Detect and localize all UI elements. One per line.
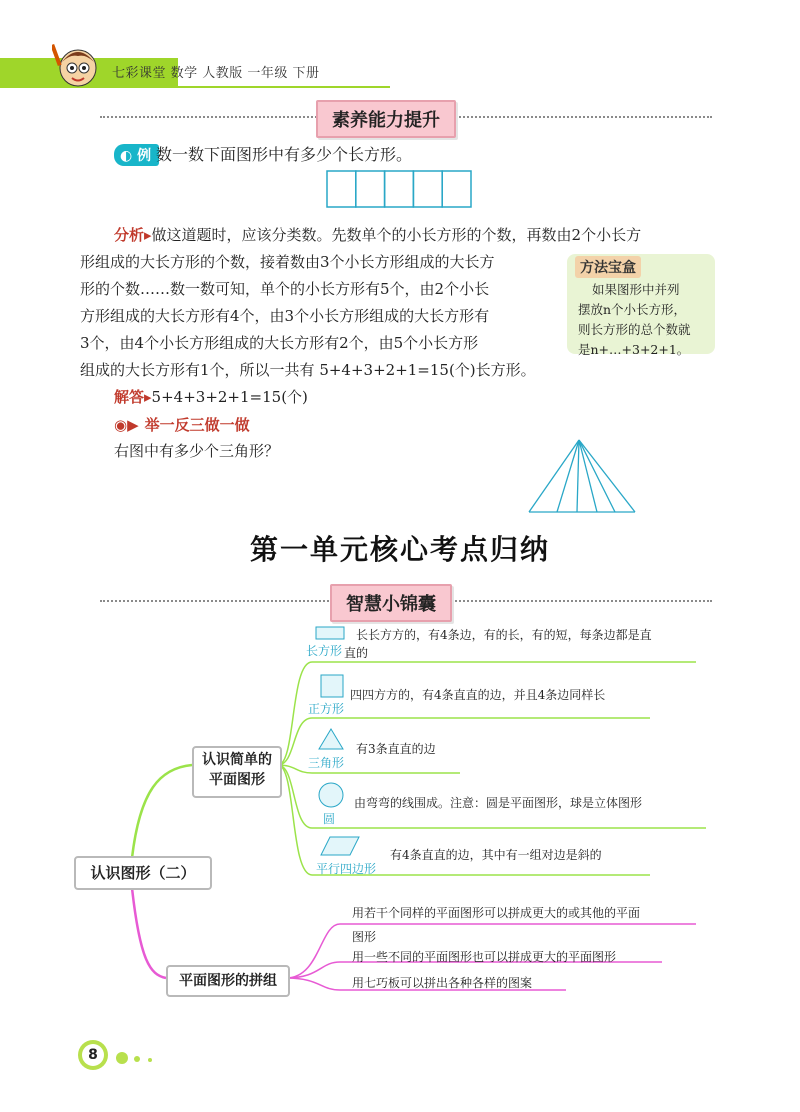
leaf-square-desc: 四四方方的，有4条直直的边，并且4条边同样长 (350, 688, 606, 702)
method-box-title: 方法宝盒 (575, 256, 641, 278)
shape-label-triangle: 三角形 (308, 756, 345, 770)
square-icon (320, 674, 344, 698)
triangle-icon (318, 728, 344, 750)
method-line: 是n+…+3+2+1。 (578, 342, 690, 357)
shape-label-square: 正方形 (308, 702, 345, 716)
practice-question: 右图中有多少个三角形？ (114, 442, 280, 460)
shape-label-parallelogram: 平行四边形 (316, 862, 377, 876)
shape-label-circle: 圆 (323, 812, 336, 826)
leaf-rectangle-desc: 长长方方的，有4条边，有的长，有的短，每条边都是直 (356, 628, 652, 642)
header-title: 七彩课堂 数学 人教版 一年级 下册 (112, 66, 320, 81)
analysis-line-5: 3个，由4个小长方形组成的大长方形有2个，由5个小长方形 (80, 334, 479, 352)
method-line: 则长方形的总个数就 (578, 322, 691, 337)
mindmap-root: 认识图形（二） (74, 856, 212, 890)
branch-label-line: 平面图形 (209, 772, 265, 788)
analysis-line-3: 形的个数……数一数可知，单个的小长方形有5个，由2个小长 (80, 280, 490, 298)
practice-title: 举一反三做一做 (144, 416, 250, 434)
mindmap-branch-combine: 平面图形的拼组 (166, 965, 290, 997)
page-number: 8 (82, 1044, 104, 1066)
leaf-parallelogram-desc: 有4条直直的边，其中有一组对边是斜的 (390, 848, 602, 862)
parallelogram-icon (320, 836, 360, 856)
analysis-line-6: 组成的大长方形有1个，所以一共有 5+4+3+2+1=15(个)长方形。 (80, 361, 536, 379)
leaf-combo-2: 用一些不同的平面图形也可以拼成更大的平面图形 (352, 950, 617, 964)
leaf-combo-1: 用若干个同样的平面图形可以拼成更大的或其他的平面 (352, 906, 641, 920)
unit-summary-title: 第一单元核心考点归纳 (249, 533, 550, 566)
mindmap-branch-plane-shapes (192, 746, 282, 798)
rectangle-icon (315, 626, 345, 640)
leaf-rectangle-desc-2: 直的 (344, 646, 369, 660)
shape-label-rectangle: 长方形 (306, 644, 343, 658)
analysis-line-1: 分析▸做这道题时，应该分类数。先数单个的小长方形的个数，再数由2个小长方 (114, 226, 642, 244)
leaf-triangle-desc: 有3条直直的边 (356, 742, 436, 756)
example-question: 数一数下面图形中有多少个长方形。 (156, 145, 413, 164)
circle-icon (318, 782, 344, 808)
eye-icon: ◉▶ (114, 416, 139, 434)
answer-text: 5+4+3+2+1=15(个) (151, 388, 308, 406)
section-banner-wisdom: 智慧小锦囊 (330, 584, 452, 622)
example-tag-icon: ◐ (120, 148, 133, 164)
method-line: 摆放n个小长方形， (578, 302, 687, 317)
decor-dot (148, 1058, 152, 1062)
analysis-line-4: 方形组成的大长方形有4个，由3个小长方形组成的大长方形有 (80, 307, 490, 325)
analysis-line-2: 形组成的大长方形的个数，接着数由3个小长方形组成的大长方 (80, 253, 495, 271)
analysis-line-text: 做这道题时，应该分类数。先数单个的小长方形的个数，再数由2个小长方 (151, 226, 642, 244)
method-line: 如果图形中并列 (592, 282, 680, 297)
section-banner-literacy: 素养能力提升 (316, 100, 456, 138)
decor-dot (116, 1052, 128, 1064)
leaf-circle-desc: 由弯弯的线围成。注意：圆是平面图形，球是立体图形 (354, 796, 643, 810)
answer-line: 解答▸5+4+3+2+1=15(个) (114, 388, 308, 406)
example-tag-label: 例 (137, 148, 152, 164)
branch-label-line: 认识简单的 (202, 752, 272, 768)
decor-dot (134, 1056, 140, 1062)
answer-label: 解答 (114, 388, 145, 406)
analysis-label: 分析 (114, 226, 145, 244)
leaf-combo-3: 用七巧板可以拼出各种各样的图案 (352, 976, 533, 990)
leaf-combo-1-cont: 图形 (352, 930, 377, 944)
